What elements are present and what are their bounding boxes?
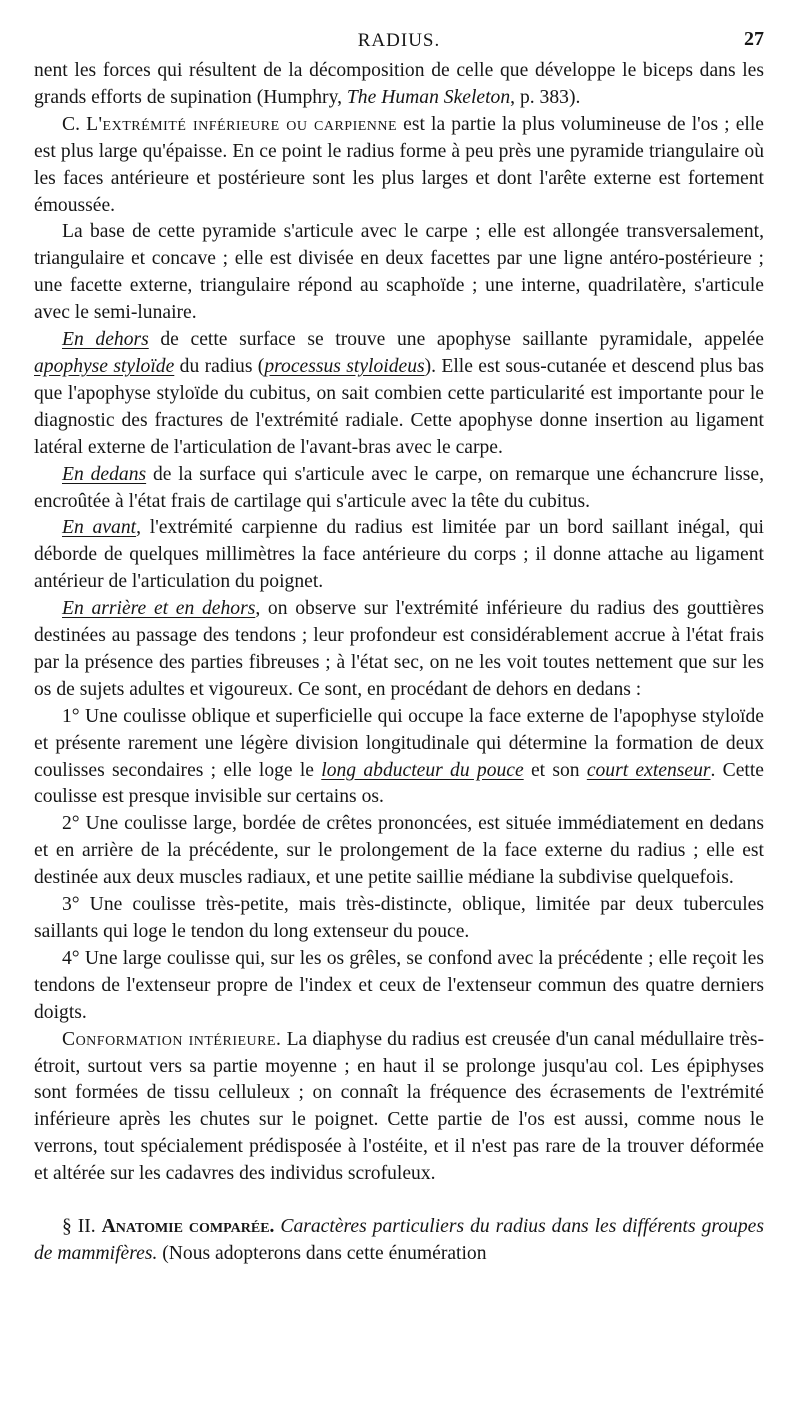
paragraph — [34, 219, 764, 327]
running-title: RADIUS. — [357, 30, 441, 51]
page-number: 27 — [744, 28, 764, 50]
text-segment: de la surface qui s'articule avec le carpe, on remarque une échancrure lisse, encroûtée à l'état frais de cartilage qui s'articule avec la tête du cubitus. — [34, 463, 764, 512]
body-text — [34, 58, 764, 1268]
paragraph — [34, 892, 764, 946]
emphasized-text: apophyse styloïde — [34, 355, 175, 377]
text-segment: est la partie la plus volumineuse de l'os ; elle est plus large qu'épaisse. En ce point le radius forme à peu près une pyramide triangulaire où les faces antérieure et postérieure sont les plus larges et dont l'arête externe est fortement émoussée. — [34, 113, 764, 216]
text-segment: nent les forces qui résultent de la décomposition de celle que développe le biceps dans les grands efforts de supination (Humphry, — [34, 60, 764, 108]
paragraph — [34, 811, 764, 892]
text-segment: (Nous adopterons dans cette énumération — [157, 1242, 487, 1264]
text-segment: ). Elle est sous-cutanée et descend plus bas que l'apophyse styloïde du cubitus, on sait combien cette particularité est importante pour le diagnostic des fractures de l'extrémité radiale. Cette apophyse donne insertion au ligament latéral externe de l'articulation de l'avant-bras avec le carpe. — [34, 355, 764, 458]
paragraph — [34, 58, 764, 112]
emphasized-text: processus styloideus — [264, 355, 425, 377]
paragraph — [34, 596, 764, 704]
paragraph — [34, 1214, 764, 1268]
paragraph — [34, 327, 764, 462]
paragraph — [34, 704, 764, 812]
text-segment: § II. — [62, 1216, 102, 1238]
text-segment: , p. 383). — [510, 86, 581, 108]
text-segment: La diaphyse du radius est creusée d'un canal médullaire très-étroit, surtout vers sa partie moyenne ; en haut il se prolonge jusqu'au col. Les épiphyses sont formées de tissu celluleux ; on connaît la fréquence des écrasements de l'extrémité inférieure après les chutes sur le poignet. Cette partie de l'os est aussi, comme nous le verrons, tout spécialement prédisposée à l'ostéite, et il n'est pas rare de la trouver déformée et altérée sur les cadavres des individus scrofuleux. — [34, 1028, 764, 1185]
text-segment: 4° Une large coulisse qui, sur les os grêles, se confond avec la précédente ; elle reçoit les tendons de l'extenseur propre de l'index et ceux de l'extenseur commun des quatre derniers doigts. — [34, 947, 764, 1023]
text-segment: , on observe sur l'extrémité inférieure du radius des gouttières destinées au passage des tendons ; leur profondeur est considérablement accrue à l'état frais par la présence des parties fibreuses ; à l'état sec, on ne les voit toutes nettement que sur les os de sujets adultes et vigoureux. Ce sont, en procédant de dehors en dedans : — [34, 598, 764, 700]
emphasized-text: En dedans — [62, 463, 147, 485]
text-segment: La base de cette pyramide s'articule avec le carpe ; elle est allongée transversalement, triangulaire et concave ; elle est divisée en deux facettes par une ligne antéro-postérieure ; une facette externe, triangulaire répond au scaphoïde ; une interne, quadrilatère, s'articule avec le semi-lunaire. — [34, 221, 764, 324]
paragraph — [34, 462, 764, 516]
text-segment: . Cette coulisse est presque invisible sur certains os. — [34, 759, 764, 808]
text-segment: , l'extrémité carpienne du radius est limitée par un bord saillant inégal, qui déborde de quelques millimètres la face antérieure du corps ; il donne attache au ligament antérieur de l'articulation du poignet. — [34, 517, 764, 593]
paragraph — [34, 946, 764, 1027]
text-segment: 2° Une coulisse large, bordée de crêtes prononcées, est située immédiatement en dedans et en arrière de la précédente, sur le prolongement de la face externe du radius ; elle est destinée aux deux muscles radiaux, et une petite saillie médiane la subdivise quelquefois. — [34, 813, 764, 889]
text-segment: du radius ( — [174, 355, 265, 377]
text-segment: et son — [523, 759, 587, 781]
text-segment: C. — [62, 113, 87, 135]
text-segment: 1° Une coulisse oblique et superficielle qui occupe la face externe de l'apophyse styloïde et présente rarement une légère division longitudinale qui détermine la formation de deux coulisses secondaires ; elle loge le — [34, 705, 764, 781]
emphasized-text: En arrière et en dehors — [62, 598, 256, 620]
paragraph — [34, 515, 764, 596]
emphasized-text: long abducteur du pouce — [321, 759, 524, 781]
emphasized-text: L'extrémité inférieure ou carpienne — [86, 113, 398, 135]
emphasized-text: En dehors — [62, 329, 149, 351]
emphasized-text: Caractères particuliers du radius dans les différents groupes de mammifères. — [34, 1216, 764, 1264]
text-segment: de cette surface se trouve une apophyse saillante pyramidale, appelée — [148, 329, 764, 351]
paragraph — [34, 1027, 764, 1188]
page-header — [34, 28, 764, 58]
emphasized-text: Conformation intérieure. — [62, 1028, 282, 1050]
emphasized-text: Anatomie comparée. — [101, 1216, 275, 1238]
paragraph — [34, 112, 764, 220]
text-segment: 3° Une coulisse très-petite, mais très-distincte, oblique, limitée par deux tubercules saillants qui loge le tendon du long extenseur du pouce. — [34, 894, 764, 942]
emphasized-text: court extenseur — [586, 759, 711, 781]
emphasized-text: En avant — [62, 517, 137, 539]
emphasized-text: The Human Skeleton — [346, 86, 511, 108]
